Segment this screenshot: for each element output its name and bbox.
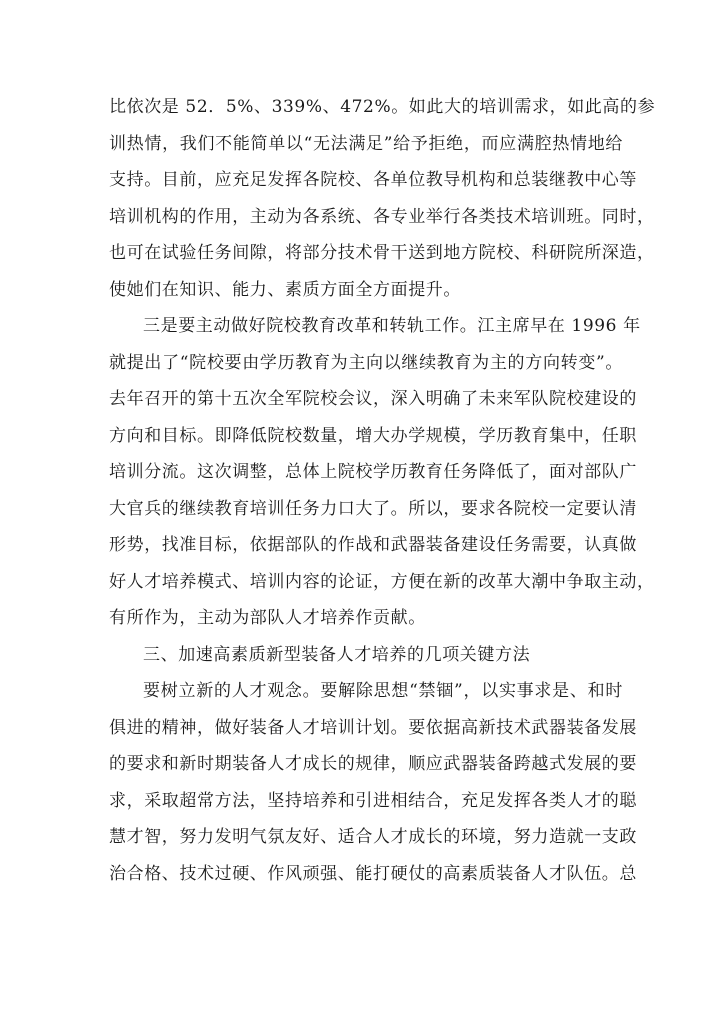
text-line: 俱进的精神，做好装备人才培训计划。要依据高新技术武器装备发展	[109, 717, 637, 738]
paragraph-2	[109, 308, 655, 637]
text-line: 要树立新的人才观念。要解除思想“禁锢”，以实事求是、和时	[143, 681, 623, 701]
text-line: 慧才智，努力发明气氛友好、适合人才成长的环境，努力造就一支政	[109, 827, 637, 847]
text-line: 使她们在知识、能力、素质方面全方面提升。	[109, 279, 461, 300]
body-text	[109, 89, 656, 892]
text-line: 就提出了“院校要由学历教育为主向以继续教育为主的方向转变”。	[109, 352, 623, 373]
text-line: 好人才培养模式、培训内容的论证，方便在新的改革大潮中争取主动，	[109, 571, 655, 592]
text-line: 形势，找准目标，依据部队的作战和武器装备建设任务需要，认真做	[109, 535, 637, 555]
text-line: 培训分流。这次调整，总体上院校学历教育任务降低了，面对部队广	[109, 462, 637, 482]
text-line: 三是要主动做好院校教育改革和转轨工作。江主席早在 1996 年	[143, 316, 641, 336]
text-line: 训热情，我们不能简单以“无法满足”给予拒绝，而应满腔热情地给	[109, 133, 623, 154]
text-line: 求，采取超常方法，坚持培养和引进相结合，充足发挥各类人才的聪	[109, 790, 637, 811]
text-line: 的要求和新时期装备人才成长的规律，顺应武器装备跨越式发展的要	[109, 754, 637, 774]
section-heading	[109, 637, 623, 674]
text-line: 比依次是 52．5%、339%、472%。如此大的培训需求，如此高的参	[109, 97, 656, 117]
text-line: 治合格、技术过硬、作风顽强、能打硬仗的高素质装备人才队伍。总	[109, 863, 637, 884]
text-line: 支持。目前，应充足发挥各院校、各单位教导机构和总装继教中心等	[109, 170, 637, 190]
paragraph-4	[109, 673, 637, 892]
section-heading-text: 三、加速高素质新型装备人才培养的几项关键方法	[143, 644, 531, 665]
text-line: 大官兵的继续教育培训任务力口大了。所以，要求各院校一定要认清	[109, 498, 637, 519]
text-line: 培训机构的作用，主动为各系统、各专业举行各类技术培训班。同时，	[109, 206, 655, 227]
paragraph-1	[109, 89, 656, 308]
text-line: 有所作为，主动为部队人才培养作贡献。	[109, 608, 426, 628]
text-line: 方向和目标。即降低院校数量，增大办学规模，学历教育集中，任职	[109, 425, 637, 446]
text-line: 去年召开的第十五次全军院校会议，深入明确了未来军队院校建设的	[109, 389, 637, 409]
text-line: 也可在试验任务间隙，将部分技术骨干送到地方院校、科研院所深造，	[109, 243, 655, 263]
